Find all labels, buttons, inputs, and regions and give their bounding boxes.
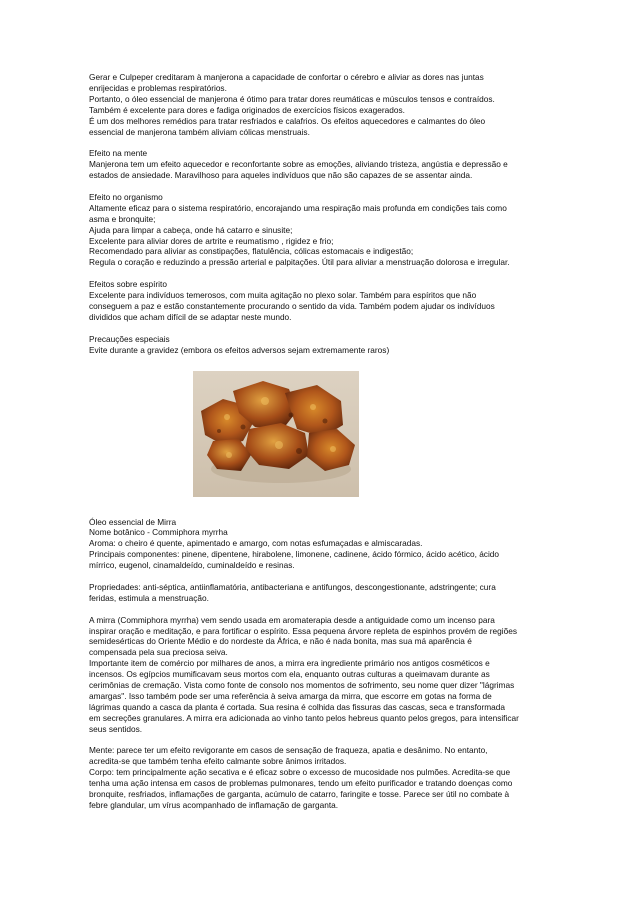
text-line: Aroma: o cheiro é quente, apimentado e amargo, com notas esfumaçadas e almiscaradas. (89, 538, 423, 549)
text-line: acredita-se que também tenha efeito calmante sobre ânimos irritados. (89, 756, 347, 767)
spirit-effect-section (89, 279, 569, 323)
text-line: A mirra (Commiphora myrrha) vem sendo usada em aromaterapia desde a antiguidade como um incenso para (89, 614, 495, 625)
text-line: seus sentidos. (89, 723, 143, 734)
mind-effect-section (89, 148, 569, 181)
text-line: febre glandular, um vírus acompanhado de inflamação de garganta. (89, 800, 339, 811)
text-line: enrijecidas e problemas respiratórios. (89, 82, 227, 93)
text-line: Recomendado para aliviar as constipações, flatulência, cólicas estomacais e indigestão; (89, 246, 414, 257)
text-line: Excelente para indivíduos temerosos, com muita agitação no plexo solar. Também para espíritos que não (89, 290, 477, 301)
text-line: Ajuda para limpar a cabeça, onde há catarro e sinusite; (89, 224, 293, 235)
text-line: essencial de manjerona também aliviam cólicas menstruais. (89, 126, 310, 137)
text-line: semidesérticas do Oriente Médio e do nordeste da África, e não é nada bonita, mas sua má aparência é (89, 636, 472, 647)
section-heading: Precauções especiais (89, 333, 170, 344)
text-line: Principais componentes: pinene, dipentene, hirabolene, limonene, cadinene, ácido fórmico, ácido acético, ácido (89, 549, 500, 560)
text-line: inspirar oração e meditação, e para fortificar o espírito. Essa pequena árvore repleta de espinhos provém de regiões (89, 625, 517, 636)
section-heading: Efeitos sobre espírito (89, 279, 167, 290)
myrrh-resin-icon (193, 371, 359, 497)
text-line: Também é excelente para dores e fadiga originados de exercícios físicos exagerados. (89, 104, 405, 115)
text-line: feridas, estimula a menstruação. (89, 592, 209, 603)
text-line: Mente: parece ter um efeito revigorante em casos de sensação de fraqueza, apatia e desânimo. No entanto, (89, 745, 488, 756)
body-effect-section (89, 192, 569, 268)
mind-body-section (89, 745, 569, 810)
text-line: mírrico, eugenol, cinamaldeído, cuminaldeído e resinas. (89, 560, 295, 571)
text-line: Gerar e Culpeper creditaram à manjerona a capacidade de confortar o cérebro e aliviar as dores nas juntas (89, 72, 484, 82)
text-line: cerimônias de cremação. Vista como fonte de consolo nos momentos de sofrimento, seu nome quer dizer "lágrimas (89, 680, 515, 691)
myrrh-intro-section (89, 517, 569, 572)
text-line: Importante item de comércio por milhares de anos, a mirra era ingrediente primário nos antigos cosméticos e (89, 658, 490, 669)
text-line: Evite durante a gravidez (embora os efeitos adversos sejam extremamente raros) (89, 344, 390, 355)
text-line: Altamente eficaz para o sistema respiratório, encorajando uma respiração mais profunda em condições tais como (89, 202, 507, 213)
text-line: incensos. Os egípcios mumificavam seus mortos com ela, enquanto outras culturas a queimavam durante as (89, 669, 490, 680)
text-line: asma e bronquite; (89, 213, 156, 224)
text-line: Excelente para aliviar dores de artrite e reumatismo , rigidez e frio; (89, 235, 334, 246)
text-line: compensada pela sua preciosa seiva. (89, 647, 228, 658)
section-heading: Efeito no organismo (89, 191, 163, 202)
text-line: Regula o coração e reduzindo a pressão arterial e palpitações. Útil para aliviar a menstruação dolorosa e irregular. (89, 257, 510, 268)
myrrh-resin-photo (193, 371, 359, 497)
document-page (89, 72, 569, 811)
text-line: lágrimas quando a casca da planta é cortada. Sua resina é colhida das fissuras das cascas, seca e transformada (89, 701, 506, 712)
precautions-section (89, 334, 569, 356)
text-line: Portanto, o óleo essencial de manjerona é ótimo para tratar dores reumáticas e músculos tensos e contraídos. (89, 93, 495, 104)
history-section (89, 615, 569, 735)
text-line: conseguem a paz e estão constantemente procurando o sentido da vida. Também podem ajudar os indivíduos (89, 300, 495, 311)
text-line: Propriedades: anti-séptica, antiinflamatória, antibacteriana e antifungos, descongestionante, adstringente; cura (89, 581, 496, 592)
text-line: Manjerona tem um efeito aquecedor e reconfortante sobre as emoções, aliviando tristeza, angústia e depressão e (89, 159, 508, 170)
text-line: bronquite, resfriados, inflamações de garganta, acúmulo de catarro, faringite e tosse. Parece ser útil no combate à (89, 789, 510, 800)
properties-section (89, 582, 569, 604)
section-heading: Óleo essencial de Mirra (89, 516, 177, 527)
text-line: Nome botânico - Commiphora myrrha (89, 527, 228, 538)
text-line: divididos que acham difícil de se adaptar neste mundo. (89, 311, 292, 322)
text-line: Corpo: tem principalmente ação secativa e é eficaz sobre o excesso de mucosidade nos pulmões. Acredita-se que (89, 767, 511, 778)
text-line: estados de ansiedade. Maravilhoso para aqueles indivíduos que não são capazes de se assentar ainda. (89, 170, 473, 181)
text-line: tenha uma ação intensa em casos de problemas pulmonares, tendo um efeito purificador e tratando doenças como (89, 778, 513, 789)
text-line: É um dos melhores remédios para tratar resfriados e calafrios. Os efeitos aquecedores e calmantes do óleo (89, 115, 486, 126)
text-line: amargas". Isso também pode ser uma referência à seiva amarga da mirra, que escorre em gotas na forma de (89, 690, 492, 701)
marjoram-intro-paragraph (89, 72, 569, 137)
section-heading: Efeito na mente (89, 148, 148, 159)
text-line: em secreções granulares. A mirra era adicionada ao vinho tanto pelos hebreus quanto pelos gregos, para intensificar (89, 712, 519, 723)
